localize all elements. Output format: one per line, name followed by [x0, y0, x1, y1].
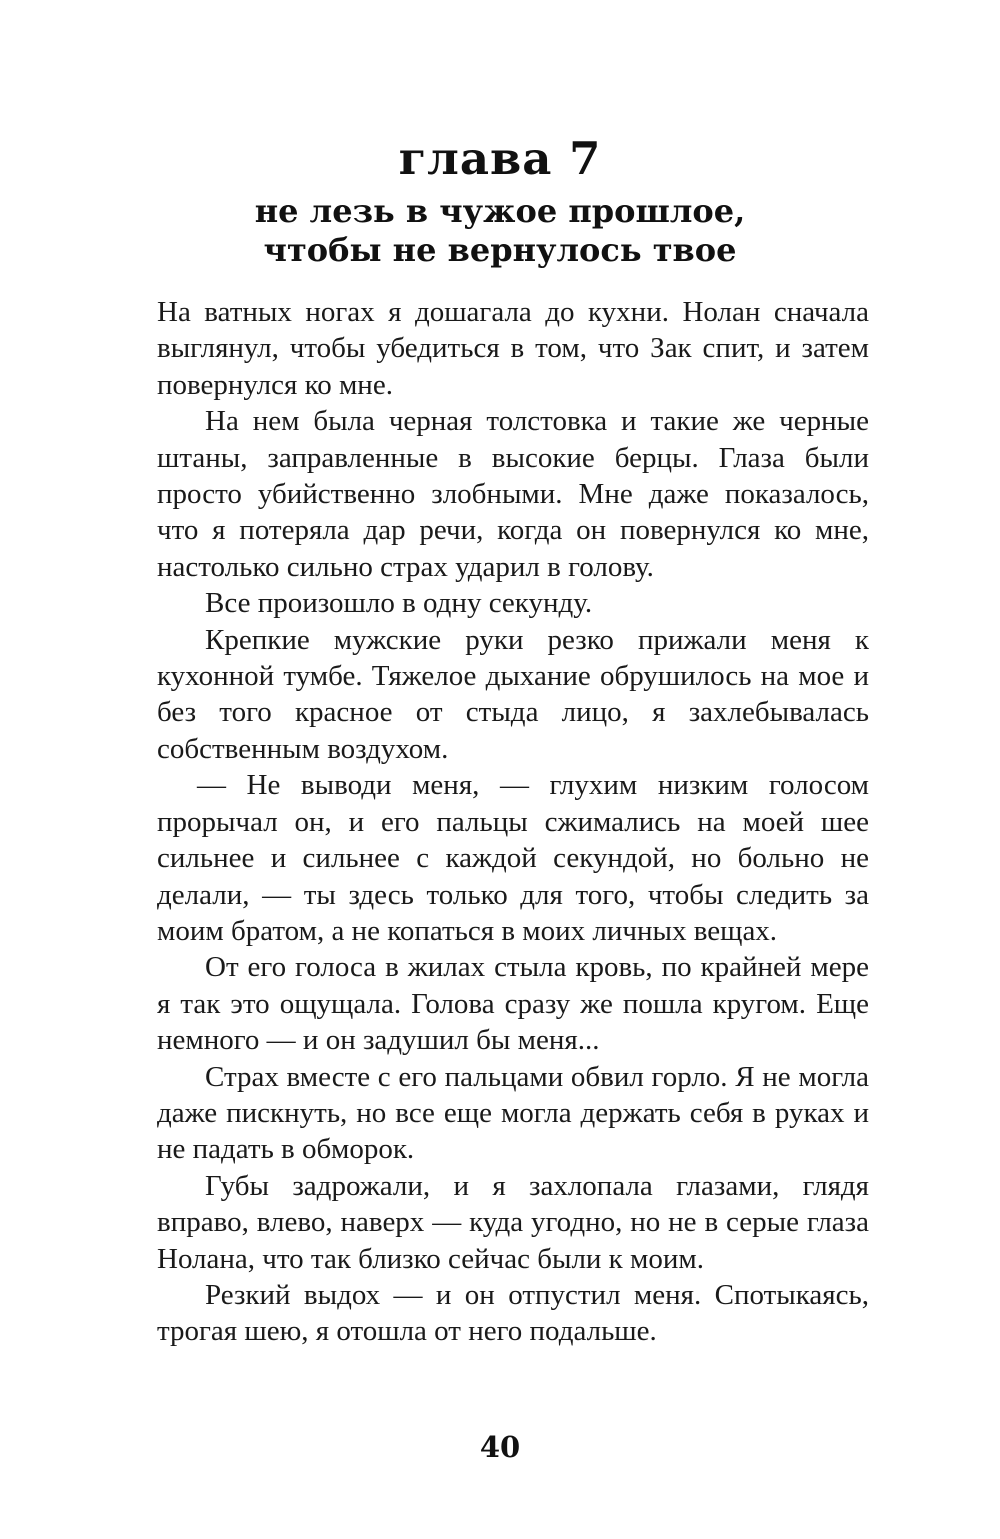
paragraph-3: Все произошло в одну секунду. [205, 587, 593, 620]
paragraph-9: Резкий выдох — и он отпустил меня. Спотыкаясь, трогая шею, я отошла от него подальше. [157, 1278, 869, 1348]
paragraph-2: На нем была черная толстовка и такие же черные штаны, заправленные в высокие берцы. Глаза были просто убийственно злобными. Мне даже показалось, что я потеряла дар речи, когда он повернулся ко мне, настолько сильно страх ударил в голову. [157, 405, 869, 583]
chapter-body [157, 294, 869, 1350]
paragraph-5: — Не выводи меня, — глухим низким голосом прорычал он, и его пальцы сжимались на моей шее сильнее и сильнее с каждой секундой, но больно не делали, — ты здесь только для того, чтобы следить за моим братом, а не копаться в моих личных вещах. [157, 769, 869, 947]
chapter-subtitle [0, 192, 1000, 270]
chapter-subtitle-line-1: не лезь в чужое прошлое, [254, 192, 746, 230]
chapter-subtitle-line-2: чтобы не вернулось твое [263, 231, 737, 269]
paragraph-7: Страх вместе с его пальцами обвил горло. Я не могла даже пискнуть, но все еще могла держать себя в руках и не падать в обморок. [157, 1060, 869, 1166]
paragraph-1: На ватных ногах я дошагала до кухни. Нолан сначала выглянул, чтобы убедиться в том, что Зак спит, и затем повернулся ко мне. [157, 296, 869, 401]
page-number: 40 [479, 1430, 521, 1464]
paragraph-8: Губы задрожали, и я захлопала глазами, глядя вправо, влево, наверх — куда угодно, но не в серые глаза Нолана, что так близко сейчас были к моим. [157, 1169, 869, 1275]
paragraph-6: От его голоса в жилах стыла кровь, по крайней мере я так это ощущала. Голова сразу же пошла кругом. Еще немного — и он задушил бы меня... [157, 951, 869, 1057]
chapter-title: глава 7 [398, 132, 602, 185]
paragraph-4: Крепкие мужские руки резко прижали меня к кухонной тумбе. Тяжелое дыхание обрушилось на мое и без того красное от стыда лицо, я захлебывалась собственным воздухом. [157, 623, 869, 765]
